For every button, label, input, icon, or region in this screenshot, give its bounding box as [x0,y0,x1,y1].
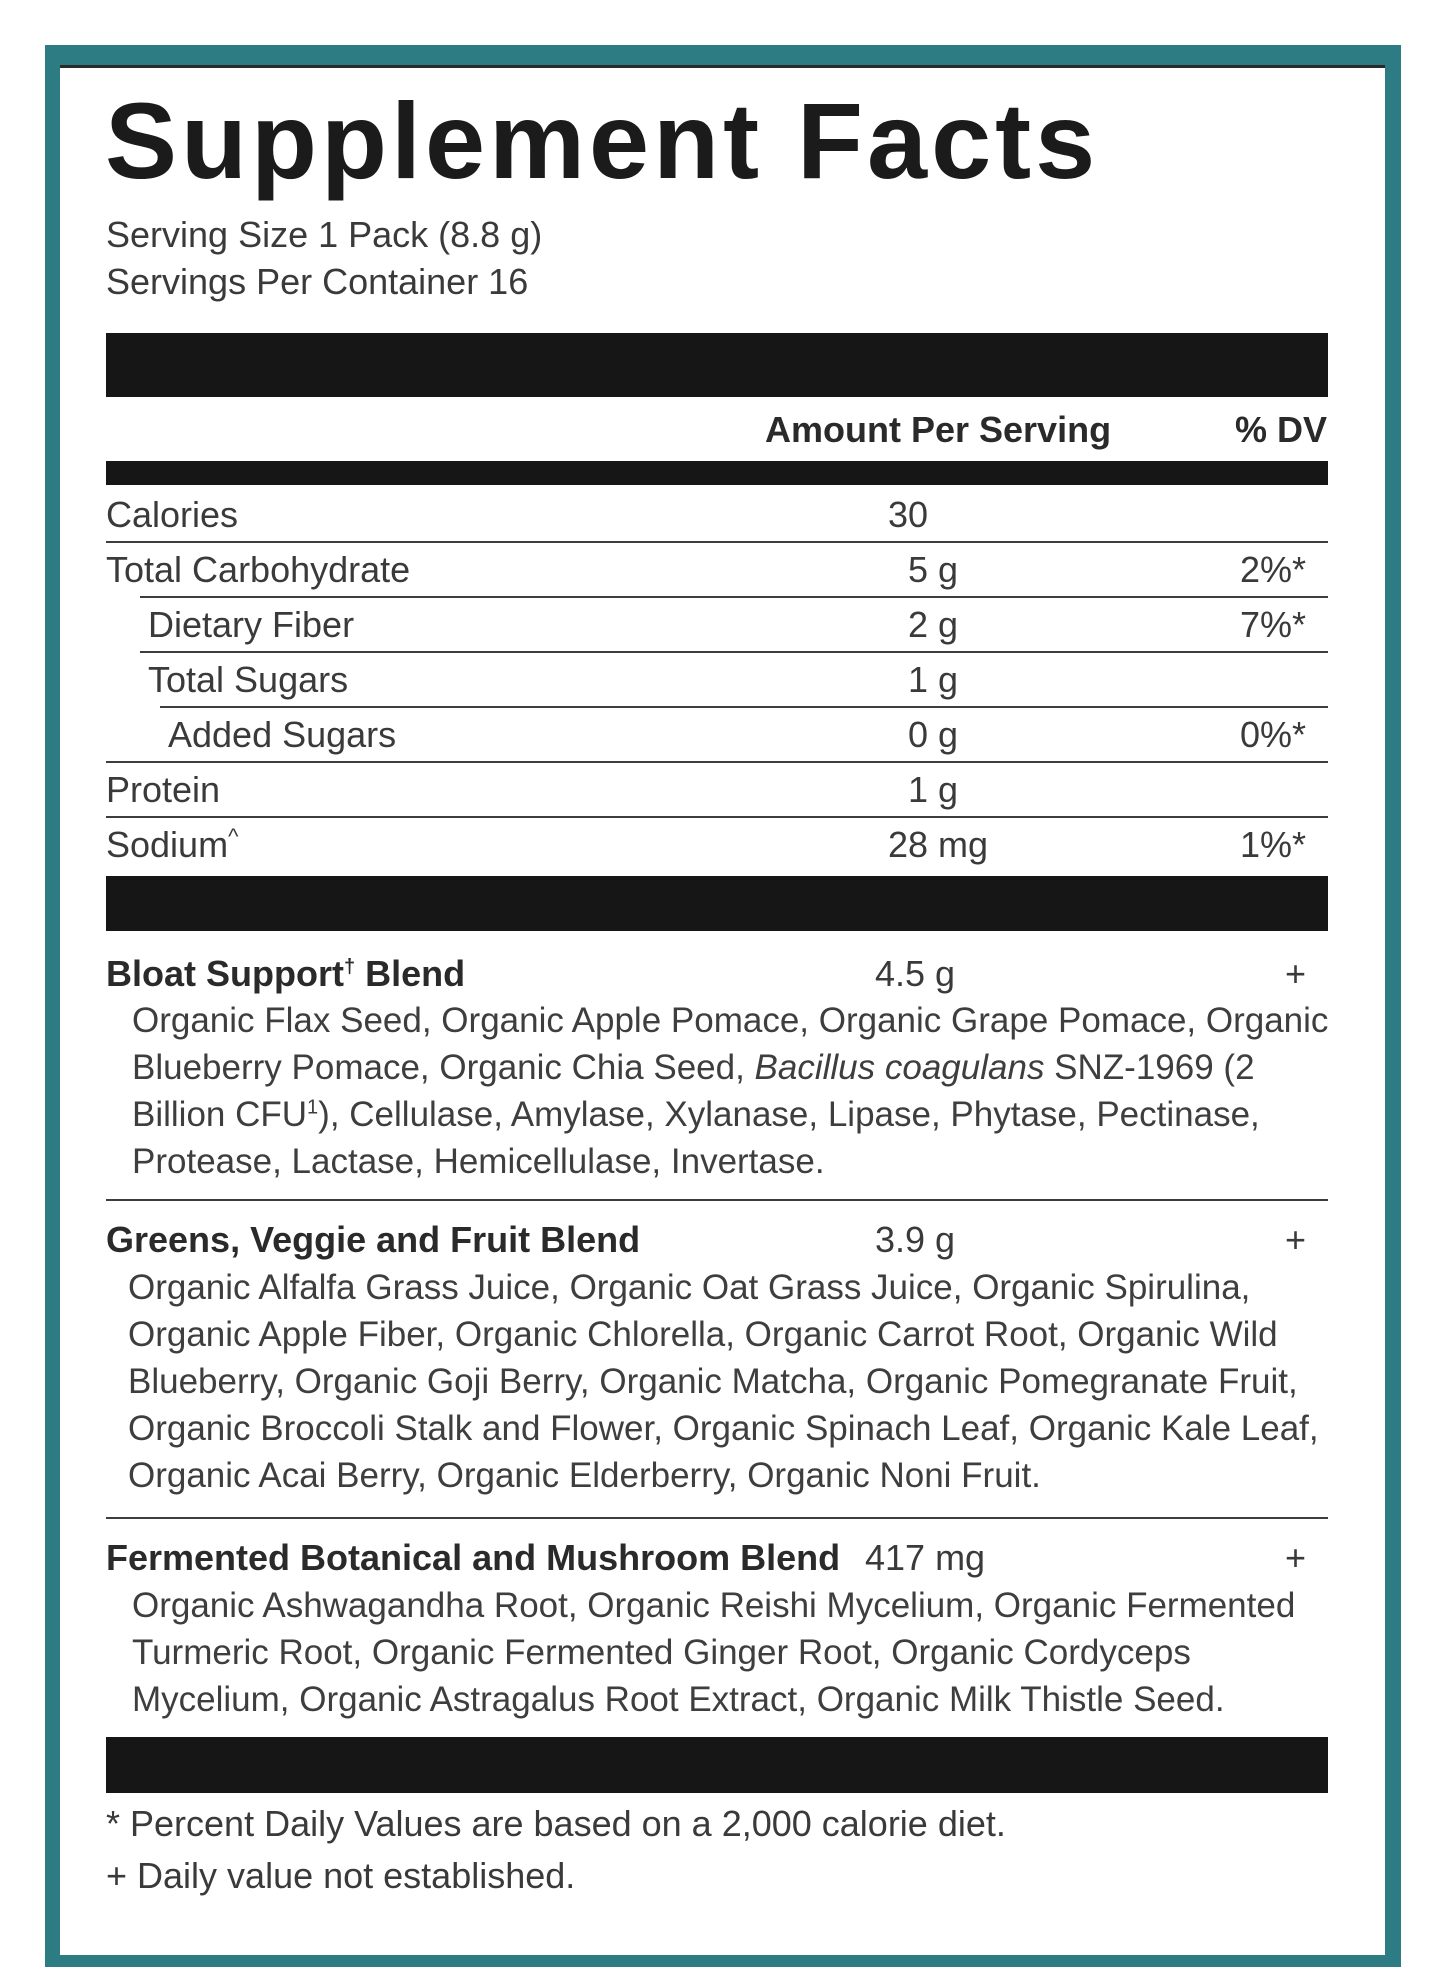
nutrient-name: Dietary Fiber [148,604,355,645]
blend-dv: + [1285,953,1307,994]
nutrient-amount: 1 g [908,769,959,810]
blend-divider [106,1199,1328,1201]
blend-dv: + [1285,1219,1307,1260]
nutrient-name: Total Carbohydrate [106,549,411,590]
nutrient-name: Added Sugars [168,714,397,755]
nutrient-name: Sodium [106,824,229,865]
nutrient-amount: 28 mg [888,824,989,865]
row-divider [140,651,1328,653]
nutrient-amount: 2 g [908,604,959,645]
footnote-daily-values: * Percent Daily Values are based on a 2,000 calorie diet. [106,1803,1006,1844]
nutrient-name: Total Sugars [148,659,349,700]
blend-name [106,953,465,995]
blend-amount: 417 mg [865,1537,986,1578]
nutrient-name-sodium [106,824,238,866]
blend-divider [106,1517,1328,1519]
blend-amount: 4.5 g [875,953,956,994]
footnote-mark: 1 [307,1096,319,1119]
dv-header: % DV [1235,409,1328,450]
footnote-not-established: + Daily value not established. [106,1855,576,1896]
row-divider [106,816,1328,818]
nutrient-dv: 0%* [1240,714,1307,755]
blend-name-suffix: Blend [355,953,466,994]
blend-amount: 3.9 g [875,1219,956,1260]
medium-divider [106,461,1328,485]
blend-dv: + [1285,1537,1307,1578]
nutrient-dv: 7%* [1240,604,1307,645]
ingredients-text: SNZ-1969 (2 Billion CFU [132,1048,1255,1134]
serving-size: Serving Size 1 Pack (8.8 g) [106,214,543,255]
nutrient-name: Calories [106,494,239,535]
ingredients-text: Organic Flax Seed, Organic Apple Pomace, Organic Grape Pomace, Organic Blueberry Pomace, Organic Chia Seed, [132,1001,1329,1087]
blend-name: Fermented Botanical and Mushroom Blend [106,1537,841,1578]
sodium-mark: ^ [228,824,239,849]
nutrient-amount: 0 g [908,714,959,755]
ingredients-text: ), Cellulase, Amylase, Xylanase, Lipase, Phytase, Pectinase, Protease, Lactase, Hemicellulase, Invertase. [132,1095,1260,1181]
thick-divider [106,333,1328,397]
blend-ingredients: Organic Alfalfa Grass Juice, Organic Oat Grass Juice, Organic Spirulina, Organic Apple Fiber, Organic Chlorella, Organic Carrot Root, Organic Wild Blueberry, Organic Goji Berry, Organic Matcha, Organic Pomegranate Fruit, Organic Broccoli Stalk and Flower, Organic Spinach Leaf, Organic Kale Leaf, Organic Acai Berry, Organic Elderberry, Organic Noni Fruit. [128,1268,1319,1495]
amount-per-serving-header: Amount Per Serving [765,409,1112,450]
blend-name: Greens, Veggie and Fruit Blend [106,1219,641,1260]
nutrient-amount: 5 g [908,549,959,590]
blend-name-text: Bloat Support [106,953,344,994]
row-divider [106,761,1328,763]
nutrient-dv: 1%* [1240,824,1307,865]
thick-divider [106,1737,1328,1793]
thick-divider [106,876,1328,931]
servings-per-container: Servings Per Container 16 [106,261,529,302]
row-divider [160,706,1328,708]
dagger-mark: † [343,956,356,978]
panel-title: Supplement Facts [105,80,1100,201]
row-divider [140,596,1328,598]
row-divider [106,541,1328,543]
nutrient-amount: 1 g [908,659,959,700]
nutrient-dv: 2%* [1240,549,1307,590]
blend-ingredients: Organic Ashwagandha Root, Organic Reishi Mycelium, Organic Fermented Turmeric Root, Organic Fermented Ginger Root, Organic Cordyceps Mycelium, Organic Astragalus Root Extract, Organic Milk Thistle Seed. [132,1586,1296,1719]
ingredients-italic: Bacillus coagulans [754,1048,1045,1087]
nutrient-name: Protein [106,769,221,810]
blend-ingredients [132,997,1332,1185]
nutrient-amount: 30 [888,494,929,535]
